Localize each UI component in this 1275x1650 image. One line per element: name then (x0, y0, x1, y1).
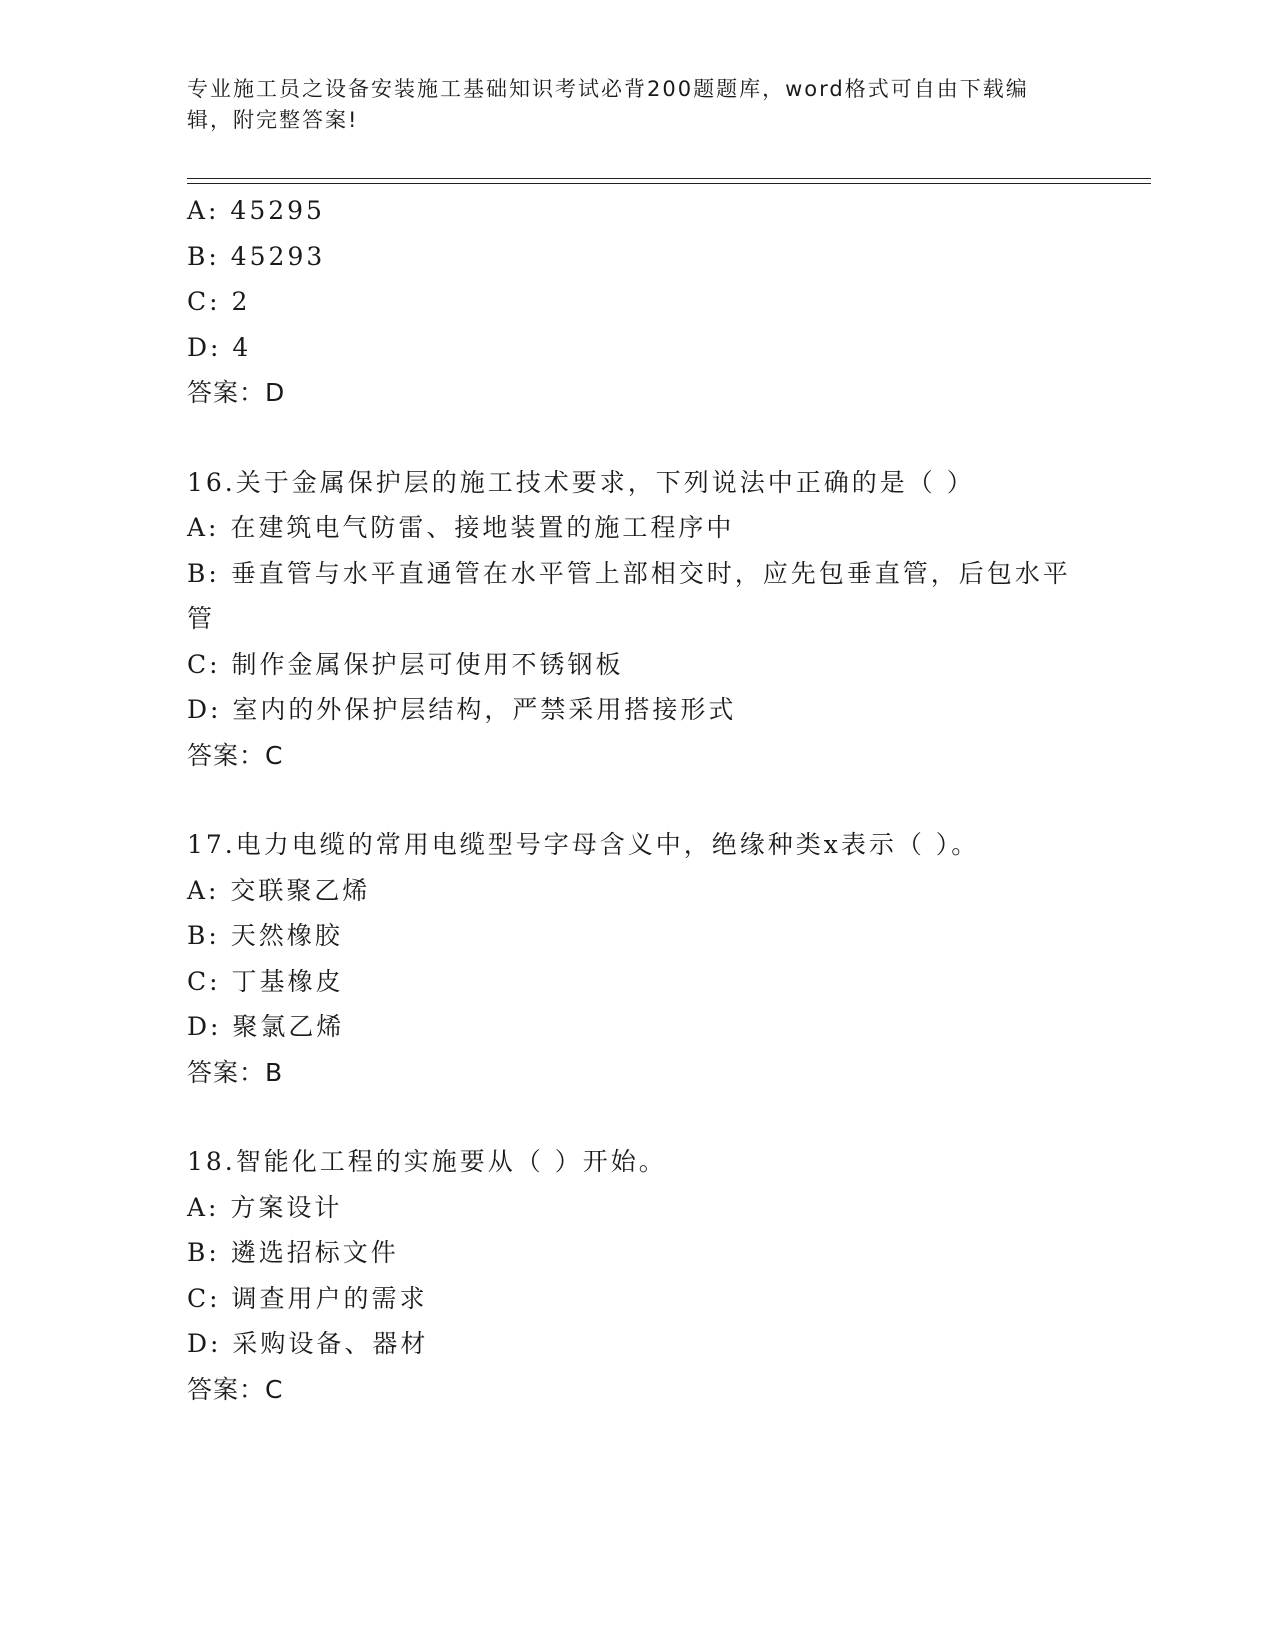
question-stem: 17.电力电缆的常用电缆型号字母含义中，绝缘种类x表示（ ）。 (187, 830, 980, 859)
option-c: C: 制作金属保护层可使用不锈钢板 (187, 649, 624, 679)
option-b: B: 遴选招标文件 (187, 1238, 399, 1267)
option-a: A: 交联聚乙烯 (187, 875, 371, 905)
option-a: A: 45295 (187, 196, 325, 225)
answer-line: 答案：B (187, 1057, 284, 1087)
answer-line: 答案：D (187, 378, 286, 407)
question-stem: 18.智能化工程的实施要从（ ）开始。 (187, 1147, 667, 1176)
option-b: B: 天然橡胶 (187, 921, 343, 950)
option-d: D: 采购设备、器材 (187, 1329, 429, 1358)
option-a: A: 方案设计 (187, 1192, 343, 1222)
option-b: B: 45293 (187, 241, 326, 271)
answer-line: 答案：C (187, 1374, 284, 1404)
option-d: D: 室内的外保护层结构，严禁采用搭接形式 (187, 695, 737, 724)
option-c: C: 丁基橡皮 (187, 966, 344, 996)
header-rule-bottom (187, 183, 1151, 184)
option-b: B: 垂直管与水平直通管在水平管上部相交时，应先包垂直管，后包水平管 (187, 558, 1071, 633)
option-c: C: 2 (187, 287, 251, 316)
header-rule-top (187, 178, 1151, 179)
question-16 (187, 460, 1087, 779)
option-d: D: 4 (187, 332, 252, 362)
option-c: C: 调查用户的需求 (187, 1283, 428, 1313)
question-stem: 16.关于金属保护层的施工技术要求，下列说法中正确的是（ ） (187, 467, 975, 497)
answer-line: 答案：C (187, 740, 284, 770)
question-17 (187, 822, 1087, 1095)
question-18 (187, 1139, 1087, 1412)
document-body (187, 188, 1087, 1412)
question-15-tail (187, 188, 1087, 416)
option-a: A: 在建筑电气防雷、接地装置的施工程序中 (187, 513, 735, 542)
document-header: 专业施工员之设备安装施工基础知识考试必背200题题库，word格式可自由下载编辑，附完整答案! (187, 77, 1029, 132)
option-d: D: 聚氯乙烯 (187, 1012, 345, 1041)
